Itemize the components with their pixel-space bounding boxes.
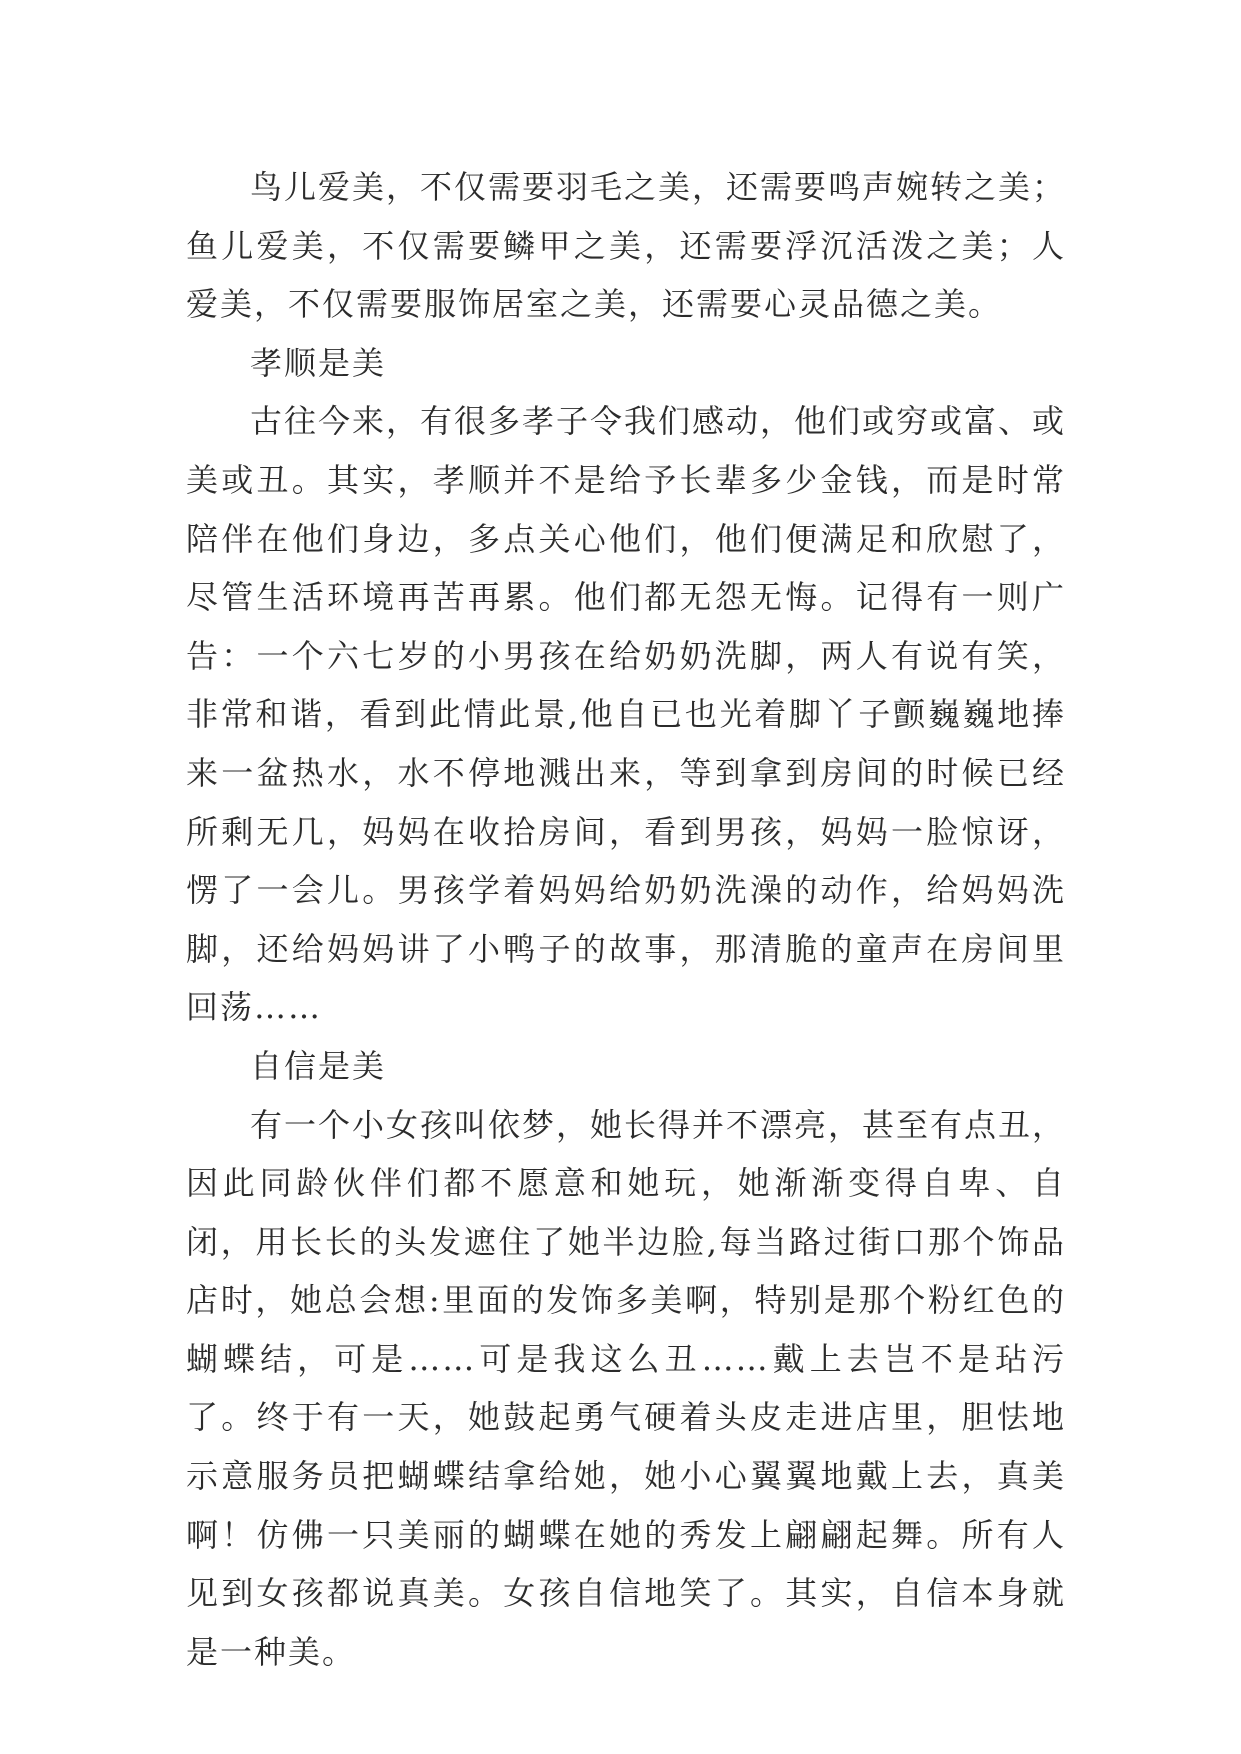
intro-paragraph: 鸟儿爱美，不仅需要羽毛之美，还需要鸣声婉转之美；鱼儿爱美，不仅需要鳞甲之美，还需要浮沉活泼之美；人爱美，不仅需要服饰居室之美，还需要心灵品德之美。 (186, 168, 1067, 324)
section-heading-confidence: 自信是美 (250, 1046, 387, 1085)
document-body (186, 158, 1066, 1681)
section-heading-filial-piety: 孝顺是美 (250, 343, 387, 382)
filial-piety-paragraph: 古往今来，有很多孝子令我们感动，他们或穷或富、或美或丑。其实，孝顺并不是给予长辈多少金钱，而是时常陪伴在他们身边，多点关心他们，他们便满足和欣慰了，尽管生活环境再苦再累。他们都无怨无悔。记得有一则广告：一个六七岁的小男孩在给奶奶洗脚，两人有说有笑，非常和谐，看到此情此景,他自已也光着脚丫子颤巍巍地捧来一盆热水，水不停地溅出来，等到拿到房间的时候已经所剩无几，妈妈在收拾房间，看到男孩，妈妈一脸惊讶，愣了一会儿。男孩学着妈妈给奶奶洗澡的动作，给妈妈洗脚，还给妈妈讲了小鸭子的故事，那清脆的童声在房间里回荡…… (186, 402, 1067, 1027)
confidence-paragraph: 有一个小女孩叫依梦，她长得并不漂亮，甚至有点丑，因此同龄伙伴们都不愿意和她玩，她渐渐变得自卑、自闭，用长长的头发遮住了她半边脸,每当路过街口那个饰品店时，她总会想:里面的发饰多美啊，特别是那个粉红色的蝴蝶结，可是……可是我这么丑……戴上去岂不是玷污了。终于有一天，她鼓起勇气硬着头皮走进店里，胆怯地示意服务员把蝴蝶结拿给她，她小心翼翼地戴上去，真美啊！仿佛一只美丽的蝴蝶在她的秀发上翩翩起舞。所有人见到女孩都说真美。女孩自信地笑了。其实，自信本身就是一种美。 (186, 1105, 1067, 1671)
